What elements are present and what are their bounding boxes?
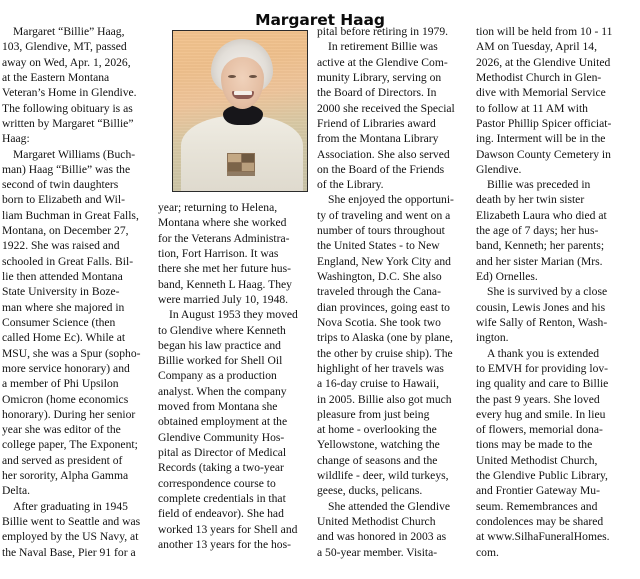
text-line: 103, Glendive, MT, passed [2, 40, 127, 54]
text-line: to follow at 11 AM with [476, 101, 588, 115]
text-line: year; returning to Helena, [158, 201, 278, 214]
text-line: Nova Scotia. She took two [317, 315, 441, 329]
text-line: on the Board of the Friends [317, 162, 445, 176]
text-line: the other by cruise ship). The [317, 346, 453, 360]
text-line: at www.SilhaFuneralHomes. [476, 530, 610, 544]
text-line: ing. Interment will be in the [476, 132, 606, 146]
article-columns [0, 24, 640, 579]
text-line: AM on Tuesday, April 14, [476, 40, 597, 54]
portrait-sweater-patch [227, 153, 255, 172]
text-line: She is survived by a close [487, 285, 608, 299]
text-line: tions may be made to the [476, 438, 593, 452]
text-line: After graduating in 1945 [13, 499, 128, 513]
text-line: the United States - to New [317, 239, 440, 253]
portrait-eye-left [228, 75, 236, 78]
text-line: pleasure from just being [317, 407, 430, 421]
text-line: at home - overlooking the [317, 423, 437, 437]
text-line: liam Buchman in Great Falls, [2, 208, 139, 222]
text-line: United Methodist Church, [476, 453, 598, 467]
text-line: and Frontier Gateway Mu- [476, 484, 600, 498]
text-line: In retirement Billie was [328, 40, 438, 54]
text-column-1 [2, 24, 153, 560]
text-line: wildlife - deer, wild turkeys, [317, 469, 449, 483]
text-line: to Glendive where Kenneth [158, 323, 286, 337]
text-line: employed by the US Navy, at [2, 530, 139, 544]
text-line: cousin, Lewis Jones and his [476, 300, 606, 314]
text-line: com. [476, 545, 499, 559]
text-line: correspondence course to [158, 476, 276, 490]
text-line: of flowers, memorial dona- [476, 423, 603, 437]
text-line: Elizabeth Laura who died at [476, 208, 607, 222]
text-line: band, Kenneth; her parents; [476, 239, 605, 253]
text-line: honorary). During her senior [2, 407, 136, 421]
text-line: year she was editor of the [2, 423, 121, 437]
text-line: The following obituary is as [2, 101, 133, 115]
text-line: more service honorary) and [2, 361, 130, 375]
text-line: schooled in Great Falls. Bil- [2, 254, 134, 268]
text-line: change of seasons and the [317, 453, 438, 467]
text-line: and was honored in 2003 as [317, 530, 447, 544]
text-line: tion, Fort Harrison. It was [158, 246, 279, 260]
portrait-sweater-patch-label [227, 172, 255, 176]
text-line: the age of 7 days; her hus- [476, 224, 599, 238]
text-line: ty of traveling and went on a [317, 208, 451, 222]
text-line: band, Kenneth L Haag. They [158, 277, 292, 291]
text-line: her sorority, Alpha Gamma [2, 469, 129, 483]
text-line: at the Eastern Montana [2, 70, 110, 84]
text-line: She enjoyed the opportuni- [328, 193, 454, 207]
text-line: ington. [476, 331, 509, 345]
text-line: and her sister Marian (Mrs. [476, 254, 603, 268]
text-line: Company as a production [158, 369, 277, 383]
text-line: lie then attended Montana [2, 270, 123, 283]
text-line: another 13 years for the hos- [158, 537, 291, 551]
text-line: State University in Boze- [2, 285, 120, 299]
text-line: and served as president of [2, 453, 123, 467]
text-line: seum. Remembrances and [476, 499, 598, 513]
text-line: pital as Director of Medical [158, 446, 287, 459]
text-line: condolences may be shared [476, 515, 604, 528]
text-line: of the Library. [317, 178, 384, 192]
text-line: a 16-day cruise to Hawaii, [317, 377, 440, 391]
text-line: ing quality and care to Billie [476, 377, 609, 391]
text-line: in 2005. Billie also got much [317, 392, 452, 406]
text-line: obtained employment at the [158, 415, 288, 429]
text-line: She attended the Glendive [328, 499, 451, 513]
text-line: born to Elizabeth and Wil- [2, 193, 125, 207]
text-line: munity Library, serving on [317, 70, 442, 84]
text-line: United Methodist Church [317, 515, 436, 528]
text-line: Pastor Phillip Spicer officiat- [476, 116, 612, 130]
portrait-eye-right [249, 75, 257, 78]
text-line: highlight of her travels was [317, 361, 444, 375]
text-line: from the Montana Library [317, 132, 439, 146]
text-line: Dawson County Cemetery in [476, 147, 611, 161]
text-line: trips to Alaska (one by plane, [317, 331, 453, 345]
text-line: complete credentials in that [158, 491, 286, 505]
text-line: analyst. When the company [158, 384, 287, 398]
text-line: Glendive Community Hos- [158, 430, 285, 444]
text-line: the Board of Directors. In [317, 86, 437, 100]
text-column-4 [476, 24, 636, 560]
text-line: 2026, at the Glendive United [476, 55, 611, 69]
text-line: second of twin daughters [2, 178, 119, 192]
text-line: moved from Montana she [158, 400, 278, 414]
text-line: Billie worked for Shell Oil [158, 354, 283, 368]
text-line: Montana where she worked [158, 216, 287, 230]
page-title: Margaret Haag [255, 11, 385, 30]
text-line: worked 13 years for Shell and [158, 522, 298, 536]
text-line: college paper, The Exponent; [2, 438, 138, 452]
text-line: wife Sally of Renton, Wash- [476, 315, 608, 329]
text-line: Methodist Church in Glen- [476, 70, 602, 84]
text-line: Consumer Science (then [2, 315, 116, 329]
text-line: a 50-year member. Visita- [317, 545, 438, 559]
text-line: Yellowstone, watching the [317, 438, 440, 452]
text-line: Veteran’s Home in Glendive. [2, 86, 137, 100]
text-line: called Home Ec). While at [2, 331, 126, 345]
text-line: In August 1953 they moved [169, 308, 298, 322]
text-line: man) Haag “Billie” was the [2, 162, 131, 176]
text-line: 1922. She was raised and [2, 239, 120, 253]
text-line: field of endeavor). She had [158, 507, 284, 521]
text-line: a member of Phi Upsilon [2, 377, 119, 391]
text-line: Association. She also served [317, 147, 450, 161]
portrait-photo-content [173, 31, 307, 191]
text-column-3 [317, 24, 469, 560]
text-line: Billie was preceded in [487, 178, 591, 192]
text-line: Billie went to Seattle and was [2, 515, 141, 528]
text-line: tion will be held from 10 - 11 [476, 25, 613, 38]
text-line: MSU, she was a Spur (sopho- [2, 346, 141, 360]
text-line: number of tours throughout [317, 224, 445, 238]
text-line: were married July 10, 1948. [158, 292, 289, 306]
text-line: the Naval Base, Pier 91 for a [2, 545, 136, 559]
text-line: Omicron (home economics [2, 392, 129, 406]
text-line: written by Margaret “Billie” [2, 116, 134, 130]
text-line: dian provinces, going east to [317, 300, 450, 314]
text-line: Glendive. [476, 162, 522, 176]
text-line: death by her twin sister [476, 193, 585, 207]
text-line: Margaret Williams (Buch- [13, 147, 136, 161]
text-line: 2000 she received the Special [317, 101, 455, 115]
text-line: away on Wed, Apr. 1, 2026, [2, 55, 131, 69]
text-line: geese, ducks, pelicans. [317, 484, 423, 498]
text-line: the past 9 years. She loved [476, 392, 600, 406]
text-line: Washington, D.C. She also [317, 270, 442, 283]
text-line: traveled through the Cana- [317, 285, 441, 299]
text-line: Delta. [2, 484, 31, 498]
text-line: man where she majored in [2, 300, 125, 314]
text-line: pital before retiring in 1979. [317, 25, 449, 38]
text-line: Friend of Libraries award [317, 116, 436, 130]
text-line: Margaret “Billie” Haag, [13, 25, 125, 38]
text-line: began his law practice and [158, 338, 281, 352]
text-line: Haag: [2, 132, 30, 146]
text-line: A thank you is extended [487, 346, 600, 360]
text-line: Montana, on December 27, [2, 224, 129, 238]
text-line: the Glendive Public Library, [476, 469, 608, 483]
text-line: for the Veterans Administra- [158, 231, 290, 245]
text-line: England, New York City and [317, 254, 451, 268]
portrait-photo [172, 30, 308, 192]
text-line: Records (taking a two-year [158, 461, 284, 475]
text-line: there she met her future hus- [158, 262, 291, 276]
text-line: every hug and smile. In lieu [476, 407, 606, 421]
text-line: active at the Glendive Com- [317, 55, 448, 69]
text-line: to EMVH for providing lov- [476, 361, 609, 375]
text-line: Ed) Ornelles. [476, 270, 538, 283]
portrait-teeth [234, 91, 252, 95]
text-line: dive with Memorial Service [476, 86, 606, 100]
